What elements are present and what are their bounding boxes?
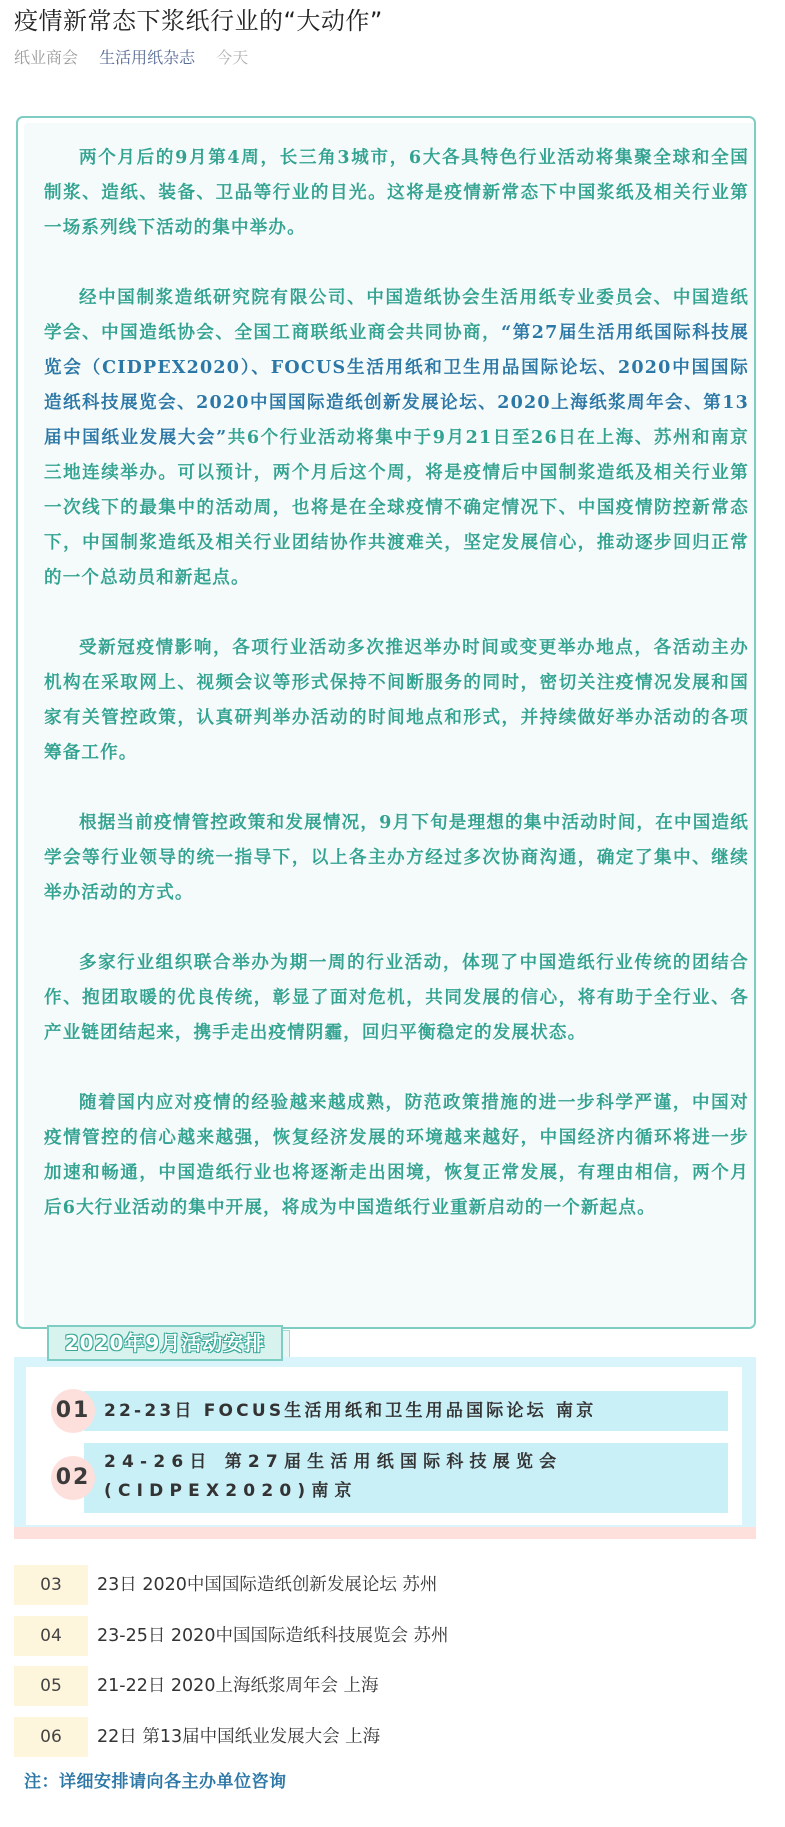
event-row <box>14 1717 756 1757</box>
event-number-02: 02 <box>51 1456 95 1500</box>
paragraph-4: 根据当前疫情管控政策和发展情况，9月下旬是理想的集中活动时间，在中国造纸学会等行业领导的统一指导下，以上各主办方经过多次协商沟通，确定了集中、继续举办活动的方式。 <box>44 813 749 903</box>
event-text-1: 22-23日 FOCUS生活用纸和卫生用品国际论坛 南京 <box>104 1401 597 1421</box>
event-text: 23-25日 2020中国国际造纸科技展览会 苏州 <box>97 1626 449 1646</box>
event-row <box>14 1616 756 1656</box>
event-list-highlight: “第27届生活用纸国际科技展览会（CIDPEX2020）、FOCUS生活用纸和卫生用品国际论坛、2020中国国际造纸科技展览会、2020中国国际造纸创新发展论坛、2020上海纸浆周年会、第13届中国纸业发展大会” <box>44 323 749 448</box>
intro-box-inner <box>24 123 754 1327</box>
source-account[interactable]: 纸业商会 <box>14 48 79 67</box>
event-number: 04 <box>14 1616 88 1656</box>
paragraph-2-lead: 经中国制浆造纸研究院有限公司、中国造纸协会生活用纸专业委员会、中国造纸学会、中国造纸协会、全国工商联纸业商会共同协商， <box>44 288 749 343</box>
event-text: 23日 2020中国国际造纸创新发展论坛 苏州 <box>97 1575 438 1595</box>
paragraph-3: 受新冠疫情影响，各项行业活动多次推迟举办时间或变更举办地点，各活动主办机构在采取网上、视频会议等形式保持不间断服务的同时，密切关注疫情况发展和国家有关管控政策，认真研判举办活动的时间地点和形式，并持续做好举办活动的各项筹备工作。 <box>44 638 749 763</box>
intro-text <box>44 141 749 1261</box>
event-row <box>14 1565 756 1605</box>
paragraph-6: 随着国内应对疫情的经验越来越成熟，防范政策措施的进一步科学严谨，中国对疫情管控的信心越来越强，恢复经济发展的环境越来越好，中国经济内循环将进一步加速和畅通，中国造纸行业也将逐渐走出困境，恢复正常发展，有理由相信，两个月后6大行业活动的集中开展，将成为中国造纸行业重新启动的一个新起点。 <box>44 1093 749 1218</box>
event-row <box>14 1666 756 1706</box>
event-text: 21-22日 2020上海纸浆周年会 上海 <box>97 1676 379 1696</box>
event-number: 06 <box>14 1717 88 1757</box>
schedule-title: 2020年9月活动安排 <box>47 1325 283 1361</box>
paragraph-1: 两个月后的9月第4周，长三角3城市，6大各具特色行业活动将集聚全球和全国制浆、造纸、装备、卫品等行业的目光。这将是疫情新常态下中国浆纸及相关行业第一场系列线下活动的集中举办。 <box>44 148 749 238</box>
intro-box <box>16 116 756 1329</box>
paragraph-2 <box>44 281 749 596</box>
paragraph-5: 多家行业组织联合举办为期一周的行业活动，体现了中国造纸行业传统的团结合作、抱团取暖的优良传统，彰显了面对危机，共同发展的信心，将有助于全行业、各产业链团结起来，携手走出疫情阴霾，回归平衡稳定的发展状态。 <box>44 953 749 1043</box>
event-number: 03 <box>14 1565 88 1605</box>
publish-time: 今天 <box>216 48 249 67</box>
event-number: 05 <box>14 1666 88 1706</box>
event-text: 22日 第13届中国纸业发展大会 上海 <box>97 1727 381 1747</box>
article-meta <box>14 46 264 70</box>
paragraph-2-tail: 共6个行业活动将集中于9月21日至26日在上海、苏州和南京三地连续举办。可以预计，两个月后这个周，将是疫情后中国制浆造纸及相关行业第一次线下的最集中的活动周，也将是在全球疫情不确定情况下、中国疫情防控新常态下，中国制浆造纸及相关行业团结协作共渡难关，坚定发展信心，推动逐步回归正常的一个总动员和新起点。 <box>44 428 749 588</box>
event-number-01: 01 <box>51 1389 95 1433</box>
event-text-2: 24-26日 第27届生活用纸国际科技展览会(CIDPEX2020)南京 <box>104 1452 563 1501</box>
article-title: 疫情新常态下浆纸行业的“大动作” <box>14 7 383 35</box>
magazine-link[interactable]: 生活用纸杂志 <box>99 48 196 67</box>
schedule-note: 注：详细安排请向各主办单位咨询 <box>24 1772 287 1792</box>
